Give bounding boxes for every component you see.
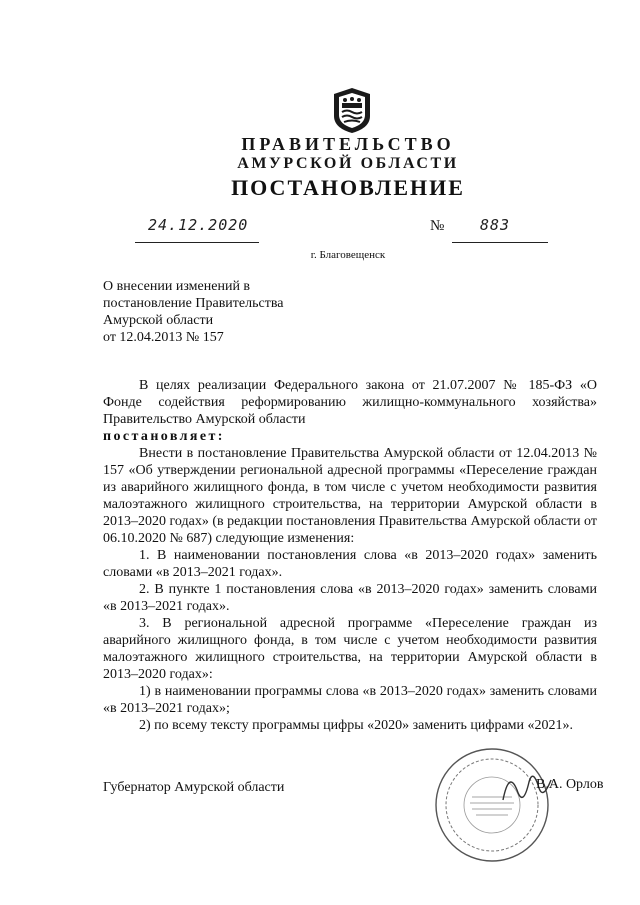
subject-line: от 12.04.2013 № 157	[103, 330, 224, 345]
signer-title: Губернатор Амурской области	[103, 780, 285, 795]
document-date: 24.12.2020	[148, 216, 249, 234]
document-body	[103, 377, 597, 734]
list-item-1: 1. В наименовании постановления слова «в 2013–2020 годах» заменить словами «в 2013–2021 годах».	[103, 548, 597, 580]
signer-name: В.А. Орлов	[536, 777, 604, 792]
subject-line: О внесении изменений в	[103, 279, 251, 294]
sub-item-2: 2) по всему тексту программы цифры «2020» заменить цифрами «2021».	[139, 718, 574, 733]
organization-name-line1: ПРАВИТЕЛЬСТВО	[241, 134, 455, 154]
resolves-word: постановляет:	[103, 429, 225, 444]
number-sign: №	[430, 218, 445, 234]
document-subject	[103, 278, 363, 346]
paragraph-main: Внести в постановление Правительства Амурской области от 12.04.2013 № 157 «Об утверждении региональной адресной программы «Переселение граждан из аварийного жилищного фонда, в том числе с учетом необходимости развития малоэтажного жилищного строительства, на территории Амурской области в 2013–2020 годах» (в редакции постановления Правительства Амурской области от 06.10.2020 № 687) следующие изменения:	[103, 446, 597, 546]
document-number: 883	[480, 216, 511, 234]
list-item-3: 3. В региональной адресной программе «Переселение граждан из аварийного жилищного фонда, в том числе с учетом необходимости развития малоэтажного жилищного строительства, на территории Амурской области в 2013–2020 годах»:	[103, 616, 597, 682]
subject-line: постановление Правительства	[103, 296, 284, 311]
document-type-title: ПОСТАНОВЛЕНИЕ	[231, 175, 465, 200]
subject-line: Амурской области	[103, 313, 214, 328]
coat-of-arms-icon	[330, 86, 374, 134]
intro-paragraph: В целях реализации Федерального закона от 21.07.2007 № 185-ФЗ «О Фонде содействия реформированию жилищно-коммунального хозяйства» Правительство Амурской области	[103, 378, 597, 427]
organization-name-line2: АМУРСКОЙ ОБЛАСТИ	[237, 155, 459, 172]
city-label: г. Благовещенск	[310, 249, 386, 261]
list-item-2: 2. В пункте 1 постановления слова «в 2013–2020 годах» заменить словами «в 2013–2021 годах».	[103, 582, 597, 614]
sub-item-1: 1) в наименовании программы слова «в 2013–2020 годах» заменить словами «в 2013–2021 годах»;	[103, 684, 597, 716]
